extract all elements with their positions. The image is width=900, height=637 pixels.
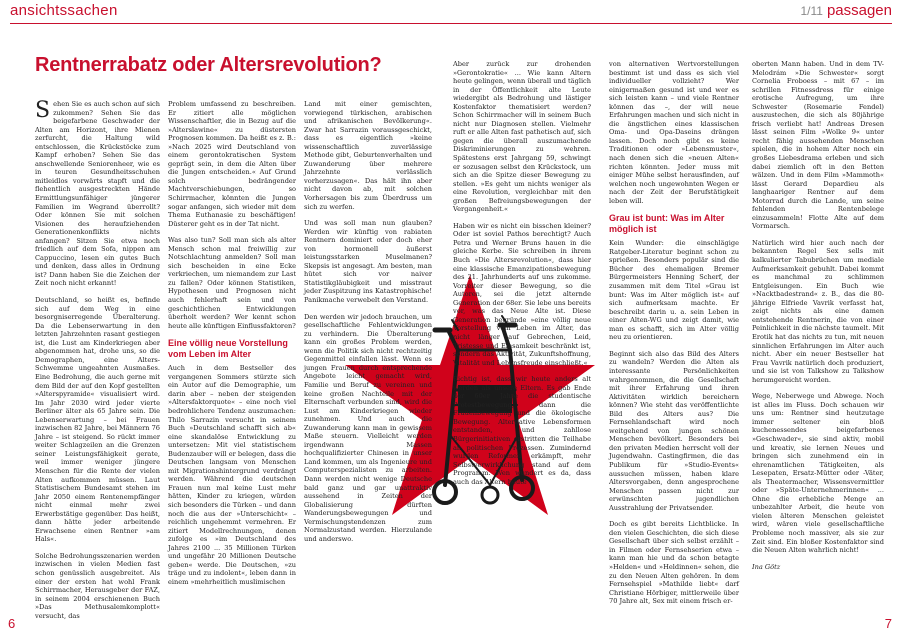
paragraph: von alternativen Wertvorstellungen bestimmt ist und dass es sich viel individueller vollzieht? Wer einigermaßen gesund ist und wer es sich leisten kann – und viele Rentner können das –, der will neue Erfahrungen machen und sich nicht in die ängstlichen eines klassischen Oma- und Opa-Daseins drängen lassen. Doch noch gibt es keine Traditionen oder »Lebensmuster«, nach denen sich die »neuen Alten« richten könnten. Jeder muss mit einiger Mühe selbst herausfinden, auf welchen noch ungewohnten Wegen er nach der Zeit der Berufstätigkeit leben will. [609,60,739,205]
paragraph: Was also tun? Soll man sich als alter Mensch schon mal freiwillig zur Notschlachtung anmelden? Soll man sich bescheiden in eine Ecke verkriechen, um niemandem zur Last zu fallen? Oder können Statistiken, Hypothesen und Prognosen nicht auch fehlerhaft sein und von geschichtlichen Entwicklungen überholt werden? Wer kennt schon heute alle künftigen Einflussfaktoren? [168,236,296,330]
paragraph: Kein Wunder: die einschlägige Ratgeber-Literatur beginnt schon zu sprießen. Besonders populär sind die Bücher des ehemaligen Bremer Bürgermeisters Henning Scherf, der zusammen mit dem Titel »Grau ist bunt: Was im Alter möglich ist« auf sich aufmerksam machte. Er beschreibt darin u. a. sein Leben in einer Alten-WG und zeigt damit, wie man es schafft, sich im Alter völlig neu zu orientieren. [609,239,739,342]
magazine-header [800,2,892,19]
magazine-name: passagen [826,2,892,19]
paragraph: Beginnt sich also das Bild des Alters zu wandeln? Werden die Alten als interessante Persönlichkeiten wahrgenommen, die die Gesellschaft mit ihrer Erfahrung und ihren Aktivitäten wirklich bereichern können? Wie steht das veröffentlichte Bild des Alters aus? Die Fernsehlandschaft wird noch weitgehend von jungen schönen Menschen bevölkert. Besonders bei den privaten Medien herrscht voll der Jugendwahn. Castingfirmen, die das Publikum für »Studio-Events« aussuchen müssen, haben klare Altersvorgaben, denn angesprochene Menschen passen nicht zur erwünschten jugendlichen Ausstrahlung der Privatsender. [609,349,739,512]
paragraph: Solche Bedrohungsszenarien werden inzwischen in vielen Medien fast schon genüsslich ausgebreitet. Als einer der ersten hat wohl Frank Schirrmacher, Herausgeber der FAZ, in seinem 2004 erschienenen Buch »Das Methusalemkomplott« versucht, das [35,551,160,620]
paragraph: Aber zurück zur drohenden »Gerontokratie« ... Wie kann Altern heute gelingen, wenn überall und täglich in der Öffentlichkeit alte Leute wiedergibt als Bedrohung und lästiger Kostenfaktor thematisiert werden? Schon Schirrmacher will in seinem Buch nicht nur Diagnosen stellen. Vielmehr ruft er alle Alten fast pathetisch auf, sich gegen die überall auszumachende Diskriminierungen zu wehren. Spätestens erst Jahrgang 59, schwingt er sozusagen selbst den Krückstock, um sich an die Spitze dieser Bewegung zu stellen. »Es geht um nichts weniger als eine Revolution, vergleichbar mit den großen Befreiungsbewegungen der Vergangenheit.« [453,60,591,214]
subheading: Eine völlig neue Vorstellung vom Leben im Alter [168,338,288,360]
paragraph: Doch es gibt bereits Lichtblicke. In den vielen Geschichten, die sich diese Gesellschaft über sich selbst erzählt – in Filmen oder Fernsehserien etwa – kann man hie und da schon betagte »Helden« und »Heldinnen« sehen, die zu den Neuen Alten gehören. In dem Fernsehspiel »Mathilde liebt« darf Christiane Hörbiger, mittlerweile über 70 Jahre alt, Sex mit einem frisch er- [609,520,739,606]
section-label: ansichtssachen [10,2,118,19]
drop-cap: S [35,98,51,123]
article-column-5 [609,60,739,606]
paragraph: ehen Sie es auch schon auf sich zukommen? Sehen Sie das beigefarbene Geschwader der Alten am Horizont, ihre Mienen zerfurcht, die Haltung wild entschlossen, die Krückstöcke zum Kampf erhoben? Sehen Sie das anschwellende Seniorenheer, wie es in teuren Gesundheitsschuhen mitleidlos vorwärts stapft und die flehentlich ausgestreckten Hände Ermittlungsunfähiger jüngerer Familien im Wegrand überrollt? Oder können Sie mit solchen Visionen des heraufziehenden Generationenkonflikts nichts anfangen? Sitzen Sie etwa noch friedlich auf dem Sofa, nippen am Cappuccino, lesen ein gutes Buch und denken, dass alles in Ordnung ist? Dann haben Sie die Zeichen der Zeit noch nicht erkannt! [35,100,160,288]
paragraph: Land mit einer gemischten, vorwiegend türkischen, arabischen und afrikanischen Bevölkerung«. Zwar hat Sarrazin voraussgeschickt, dass es eigentlich »keine wissenschaftlich zuverlässige Methode gibt, Geburtenverhalten und Zuwanderung über mehrere Jahrzehnte verlässlich vorherzusagen«. Das hält ihn aber nicht davon ab, mit solchen Vorhersagen bis zum Überdruss um sich zu werfen. [304,100,432,211]
paragraph: Haben wir es nicht ein bisschen kleiner? Oder ist soviel Pathos berechtigt? Auch Petra und Werner Bruns hauen in die gleiche Kerbe. Sie schreiben in ihrem Buch »Die Altersrevolution«, dass hier eine klassische Emanzipationsbewegung des 21. Jahrhunderts auf uns zukomme. Vorreiter dieser Bewegung, so die Autoren, sei die jetzt alternde Generation der 68er. Sie lebe uns bereits vor, was das Neue Alte ist. Diese Generation begründe »eine völlig neue Vorstellung vom Leben im Alter, das nicht länger auf Gebrechen, Leid, Tristesse und Einsamkeit beschränkt ist, sondern das Aktivität, Zukunftshoffnung, Vitalität und Lebensfreude einschließt.« [453,221,591,367]
header-rule [10,23,892,24]
paragraph: Problem umfassend zu beschreiben. Er zitiert alle möglichen Wissenschaftler, die in Bezug auf die »Alterslawine« zu düstersten Prognosen kommen. Da heißt es z. B.: »Nach 2025 wird Deutschland von einem gerontokratischen System geprägt sein, in dem die Alten über die Jungen entscheiden.« Auf Grund solch bedrängender Machtverschiebungen, so Schirrmacher, könnten die Jungen sogar anfangen, sich wieder mit dem Thema Euthanasie zu beschäftigen! Düsterer geht es in der Tat nicht. [168,100,296,228]
paragraph: Deutschland, so heißt es, befinde sich auf dem Weg in eine besorgniserregende Überalterung. Da die Lebenserwartung in den letzten Jahrzehnten rasant gestiegen ist, die Lust am Kinderkriegen aber abgenommen hat, drohe uns, so die Demographen, eine Alters-Schwemme ungeahnten Ausmaßes. Eine Bedrohung, die auch gerne mit dem Bild der auf den Kopf gestellten »Alterspyramide« visualisiert wird. Im Jahr 2030 wird jeder vierte Berliner älter als 65 Jahre sein. Die Lebenserwartung – bei Frauen inzwischen 82 Jahre, bei Männern 76 Jahre – ist steigend. So rückt immer weiter Schlagzeilen an die Grenzen seiner Leistungsfähigkeit gerate, weil immer weniger jüngere Menschen für die Rente der vielen Alten aufkommen müssen. Laut Statistischem Bundesamt stehen im Jahr 2050 einem Rentenempfänger nicht einmal mehr zwei Erwerbstätige gegenüber. Das heißt, dann hätte jeder arbeitende Erwachsene einen Rentner »am Hals«. [35,296,160,544]
page-number-left: 6 [8,616,16,631]
paragraph: Natürlich wird hier auch nach der bekannten Regel Sex sells mit kalkulierter Tabubrüchen um mediale Aufmerksamkeit gebuhlt. Dabei kommt es manchmal zu schlimmen Entgleisungen. Ein Buch wie »Nacktbadestrand« z. B., das die 80-jährige Elfriede Vavrik verfasst hat, zeigt nichts als eine damen entstehende Rentnerin, die von einer Peinlichkeit in die nächste taumelt. Mit Erotik hat das nichts zu tun, mit neuen sinnlichen Erfahrungen im Alter auch nicht. Aber ein neuer Bestseller hat Frau Vavrik natürlich doch produziert, und sie ist von Talkshow zu Talkshow herumgereicht worden. [752,238,884,384]
article-column-3 [304,100,432,543]
paragraph: Auch in dem Bestseller des vergangenen Sommers stürzte sich ein Autor auf die Demographie, um darin aber – neben der steigenden »Altersfaktorquote« – eine noch viel bedrohlichere Tendenz auszumachen: Thilo Sarrazin versucht in seinem Buch »Deutschland schafft sich ab« eine skandalöse Entwicklung zu untersetzen: Mit viel statistischem Budenzauber will er belegen, dass die Deutschen langsam von Menschen mit Migrationshintergrund verdrängt werden. Während die deutschen Frauen nun mal keine Lust mehr hätten, Kinder zu kriegen, würden sich besonders die Türken – und dann noch die aus der »Unterschicht« – reichlich ungehemmt vermehren. Er zitiert Modellrechnungen, denen zufolge es »im Deutschland des Jahres 2100 ... 35 Millionen Türken und ungefähr 20 Millionen Deutsche geben« werde. Die Deutschen, »zu träge und zu indolent«, leben dann in einem »mehrheitlich muslimischen [168,364,296,586]
article-column-4 [453,60,591,486]
article-column-6 [752,60,884,579]
subheading: Grau ist bunt: Was im Alter möglich ist [609,213,725,235]
paragraph: Und was soll man nun glauben? Werden wir künftig von rabiaten Rentnern dominiert oder doch eher von hormonell äußerst leistungsstarken Muselmanen? Skepsis ist angesagt. Am besten, man hütet sich vor naiver Statistikgläubigkeit und misstraut jeder Zuspitzung ins Katastrophische! Panikmache verwebelt den Verstand. [304,219,432,305]
paragraph: Den werden wir jedoch brauchen, um gesellschaftliche Fehlentwicklungen zu verhindern. Die Überalterung kann ein großes Problem werden, wenn die Politik sich nicht rechtzeitig Gegenmittel einfallen lässt. Wenn es jungen Frauen durch entsprechende Angebote leicht gemacht wird, Familie und Beruf zu vereinen und keine großen Nachteile mit der Elternschaft verbunden sind, wird die Lust am Kinderkriegen wieder zunehmen. Und auch die Zuwanderung kann man in gewissem Maße steuern. Vielleicht werden irgendwann Massen hochqualifizierter Chinesen in unser Land kommen, um als Ingenieure und Computerspezialisten zu arbeiten. Dann werden nicht wenige Deutsche bald ganz und gar unattraktiv aussehend in Zeiten der Globalisierung dürften Wanderungsbewegungen und Vermischungstendenzen zum Normalzustand werden. Hierzulande und anderswo. [304,312,432,543]
article-title: Rentnerrabatz oder Altersrevolution? [35,54,382,76]
page-number-right: 7 [884,616,892,631]
paragraph: Richtig ist, dass wir heute anders alt werden als unsere Eltern. Es gab Ende der 60er Jahre die studentische Protestbewegung, dann die Frauenbewegung und die ökologische Bewegung. Alternative Lebensformen entstanden, und zahllose Bürgerinitiativen erstritten die Teilhabe an politischen Prozessen. Zumindernd wurden Reformen erkämpft, mehr Selbstverwirklichung stand auf dem Programm. Wen wundert es da, dass auch das Altern heute [453,375,591,486]
author-byline: Ina Götz [752,562,781,571]
paragraph: oberten Mann haben. Und in dem TV-Melodrám »Die Schwester« sorgt Cornelia Froboess – mit 67 – im schrillen Fitnessdress für einige erotische Aufregung, um ihre Schwester (Rosemarie Fendel) auszustechen, die sich als 80jährige frisch verliebt hat! Andreas Dresen lässt seinen Film »Wolke 9« unter recht fähig aussehenden Menschen spielen, die in hohem Alter noch ein großes Liebesdrama erleben und sich dabei ziemlich oft in den Betten wälzen. Und in dem Film »Mammoth« lässt Gerard Depardieu als langhaariger Rentner auf dem Motorrad durch die Lande, um seine fehlenden Rentenbelege einzusammeln! Flotte Alte auf dem Vormarsch. [752,60,884,231]
article-column-2 [168,100,296,586]
article-column-1 [35,100,160,620]
issue-number: 1/11 [800,4,823,18]
paragraph: Wege, Neberwege und Abwege. Noch ist alles im Fluss. Doch schauen wir uns um: Rentner sind heutzutage immer seltener ein bloß kuchenessendes beigefarbenes »Geschwader«, sie sind aktiv, mobil und kreativ, sie lernen Neues und bringen sich zunehmend ein in ehrenamtlichen Tätigkeiten, als Lesepaten, Ersatz-Mütter oder -Väter, als Theatermacher, Wissensvermittler oder »Späte-Unternehmerinnen« ... Ohne die erhebliche Menge an unbezahlter Arbeit, die heute von vielen älteren Menschen geleistet wird, wären viele gesellschaftliche Probleme noch massiver, als sie zur Zeit sind. Ein bloßer Kostenfaktor sind die Neuen Alten wahrlich nicht! [752,392,884,555]
